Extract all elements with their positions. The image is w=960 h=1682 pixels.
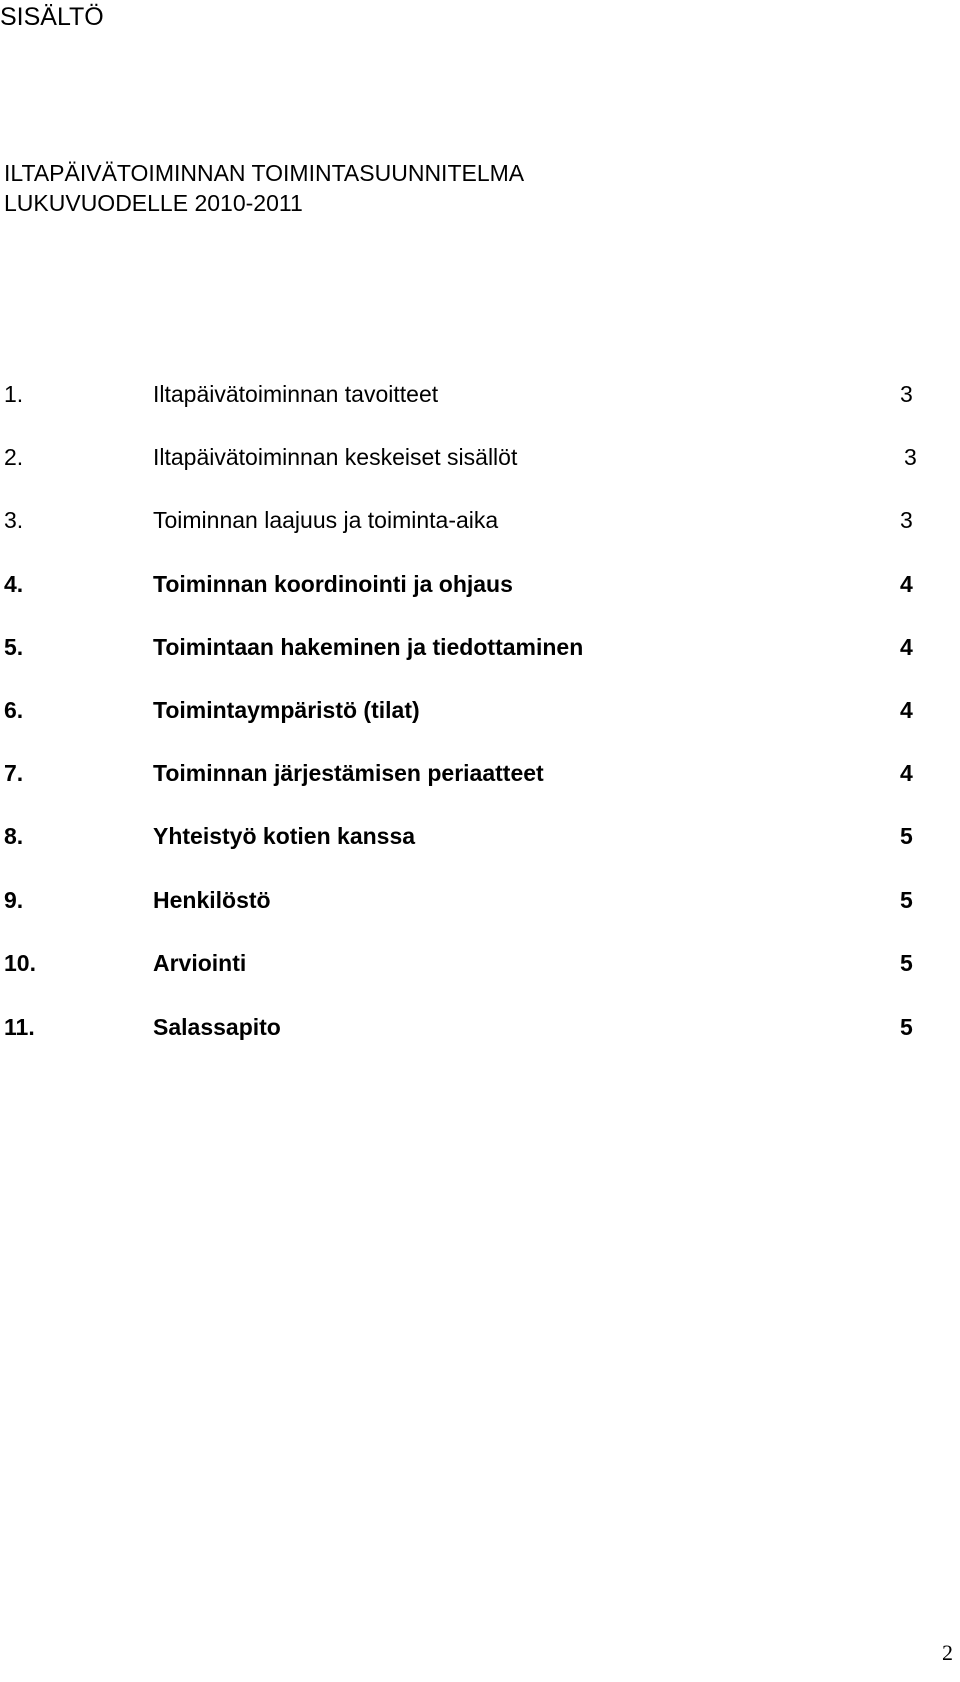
toc-entry [0, 1011, 920, 1043]
toc-entry [0, 568, 920, 600]
toc-entry [0, 884, 920, 916]
toc-entry-number: 7. [4, 760, 24, 786]
toc-entry-title: Salassapito [153, 1014, 281, 1040]
toc-entry-page: 4 [900, 571, 913, 597]
toc-entry [0, 504, 920, 536]
toc-entry-number: 5. [4, 634, 24, 660]
toc-entry-number: 1. [4, 381, 24, 407]
document-title [4, 158, 524, 218]
toc-entry-number: 3. [4, 507, 24, 533]
document-title-line-2: LUKUVUODELLE 2010-2011 [4, 190, 303, 216]
toc-entry-title: Yhteistyö kotien kanssa [153, 823, 416, 849]
toc-entry-page: 4 [900, 760, 913, 786]
toc-entry-number: 10. [4, 950, 36, 976]
toc-entry-title: Arviointi [153, 950, 247, 976]
toc-entry-page: 4 [900, 634, 913, 660]
toc-entry [0, 441, 920, 473]
page-number: 2 [942, 1640, 953, 1665]
toc-entry-page: 5 [900, 1014, 913, 1040]
document-title-line-1: ILTAPÄIVÄTOIMINNAN TOIMINTASUUNNITELMA [4, 160, 525, 186]
toc-entry-number: 9. [4, 887, 24, 913]
section-heading: SISÄLTÖ [0, 3, 104, 31]
toc-entry-title: Toiminnan järjestämisen periaatteet [153, 760, 544, 786]
toc-entry-page: 3 [900, 381, 913, 407]
toc-entry-number: 6. [4, 697, 24, 723]
toc-entry-number: 11. [4, 1014, 35, 1040]
toc-entry-title: Toimintaympäristö (tilat) [153, 697, 420, 723]
toc-entry-page: 4 [900, 697, 913, 723]
toc-entry [0, 631, 920, 663]
toc-entry-title: Toiminnan laajuus ja toiminta-aika [153, 507, 499, 533]
toc-entry-page: 5 [900, 950, 913, 976]
toc-entry-number: 2. [4, 444, 24, 470]
toc-entry-title: Toimintaan hakeminen ja tiedottaminen [153, 634, 584, 660]
toc-entry-number: 8. [4, 823, 24, 849]
toc-entry-number: 4. [4, 571, 24, 597]
toc-entry-page: 5 [900, 823, 913, 849]
toc-entry [0, 820, 920, 852]
toc-entry-page: 3 [904, 444, 917, 470]
toc-entry [0, 757, 920, 789]
toc-entry-title: Iltapäivätoiminnan tavoitteet [153, 381, 439, 407]
toc-entry [0, 378, 920, 410]
toc-entry-title: Henkilöstö [153, 887, 271, 913]
toc-entry-page: 3 [900, 507, 913, 533]
toc-entry [0, 947, 920, 979]
toc-entry [0, 694, 920, 726]
toc-entry-title: Toiminnan koordinointi ja ohjaus [153, 571, 513, 597]
toc-entry-page: 5 [900, 887, 913, 913]
toc-entry-title: Iltapäivätoiminnan keskeiset sisällöt [153, 444, 518, 470]
